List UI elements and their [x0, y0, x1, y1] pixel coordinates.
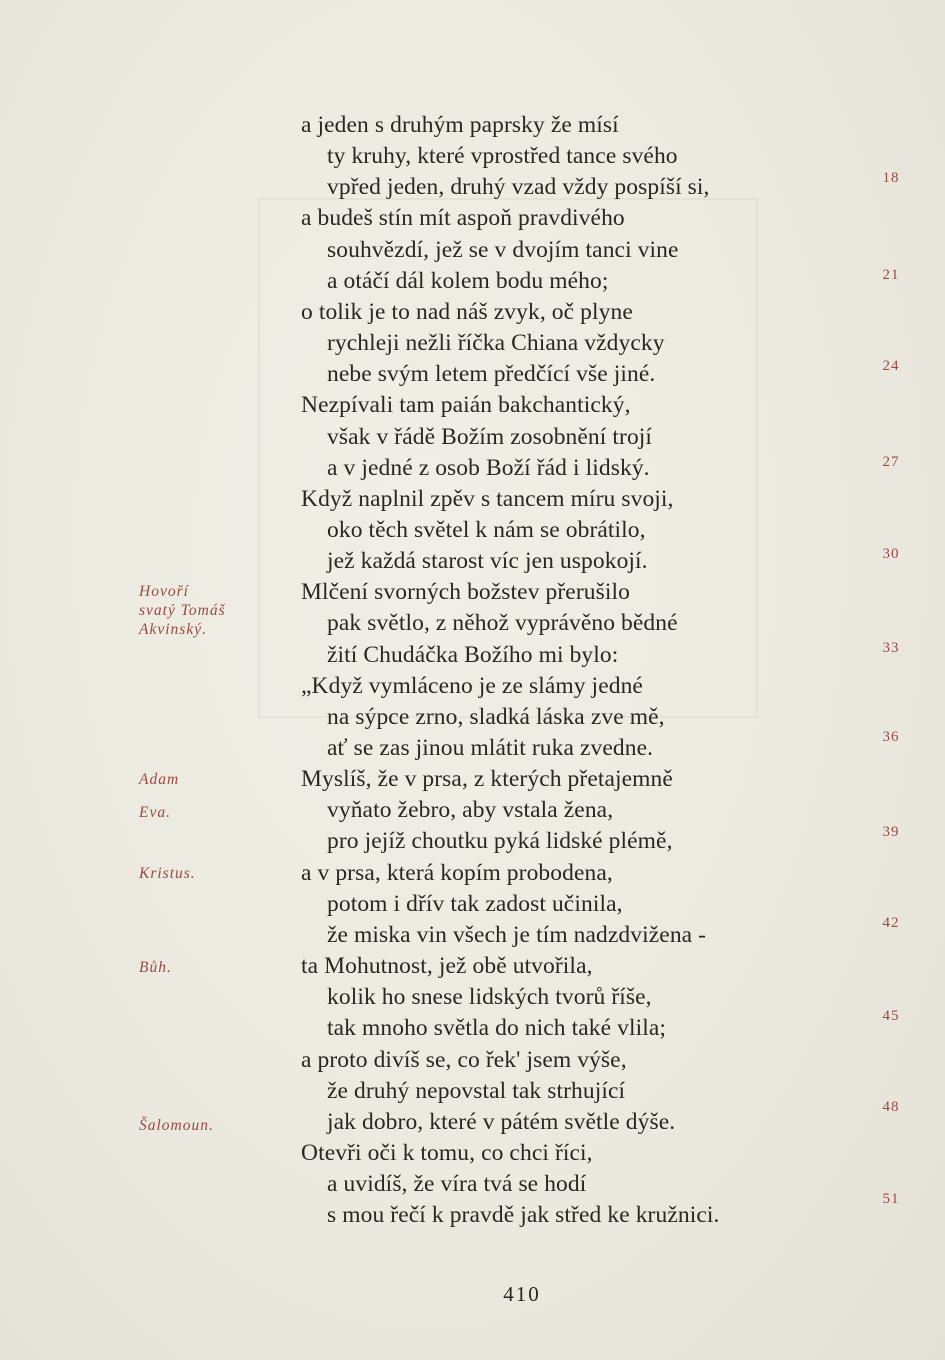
margin-note-line: Adam: [139, 771, 180, 788]
margin-note: [139, 958, 172, 977]
verse-line: a v prsa, která kopím probodena,: [301, 859, 613, 886]
verse-line: s mou řečí k pravdě jak střed ke kružnici.: [327, 1202, 720, 1229]
verse-line: ta Mohutnost, jež obě utvořila,: [301, 953, 593, 980]
verse-line: a proto divíš se, co řek' jsem výše,: [301, 1046, 627, 1073]
verse-line: o tolik je to nad náš zvyk, oč plyne: [301, 298, 633, 325]
verse-line: a uvidíš, že víra tvá se hodí: [327, 1171, 587, 1198]
verse-line: potom i dřív tak zadost učinila,: [327, 890, 623, 917]
line-number: 27: [882, 453, 900, 470]
verse-line: ty kruhy, které vprostřed tance svého: [327, 143, 678, 170]
margin-note-line: Akvinský.: [139, 621, 207, 638]
margin-note: [139, 770, 179, 789]
margin-note: [139, 864, 196, 883]
verse-line: rychleji nežli říčka Chiana vždycky: [327, 330, 665, 357]
verse-line: „Když vymláceno je ze slámy jedné: [301, 672, 643, 699]
margin-note-line: Eva.: [139, 804, 171, 821]
verse-line: na sýpce zrno, sladká láska zve mě,: [327, 703, 665, 730]
line-number: 36: [882, 729, 900, 745]
verse-line: a v jedné z osob Boží řád i lidský.: [327, 454, 650, 481]
line-number: 30: [882, 546, 900, 563]
margin-note-line: svatý Tomáš: [139, 602, 226, 619]
verse-line: jak dobro, které v pátém světle dýše.: [327, 1108, 676, 1135]
verse-line: a budeš stín mít aspoň pravdivého: [301, 205, 625, 232]
verse-line: kolik ho snese lidských tvorů říše,: [327, 984, 652, 1011]
line-number: 48: [882, 1098, 900, 1115]
verse-line: pro jejíž choutku pyká lidské plémě,: [327, 828, 673, 855]
verse-line: vyňato žebro, aby vstala žena,: [327, 797, 614, 824]
margin-note-line: Šalomoun.: [139, 1117, 214, 1134]
line-number: 33: [882, 639, 900, 656]
verse-line: Když naplnil zpěv s tancem míru svoji,: [301, 485, 674, 512]
verse-line: žití Chudáčka Božího mi bylo:: [327, 641, 619, 668]
page-number: 410: [503, 1282, 541, 1306]
verse-line: jež každá starost víc jen uspokojí.: [327, 548, 648, 575]
verse-line: a jeden s druhým paprsky že mísí: [301, 112, 619, 138]
margin-note: [139, 803, 171, 822]
line-number: 42: [882, 914, 900, 931]
margin-note: [139, 1116, 214, 1135]
verse-line: pak světlo, z něhož vyprávěno bědné: [327, 610, 678, 637]
line-number: 21: [882, 266, 900, 283]
verse-line: tak mnoho světla do nich také vlila;: [327, 1015, 667, 1042]
verse-line: souhvězdí, jež se v dvojím tanci vine: [327, 236, 679, 263]
verse-line: oko těch světel k nám se obrátilo,: [327, 516, 646, 543]
line-number: 39: [882, 824, 900, 841]
line-number: 51: [882, 1191, 900, 1208]
verse-line: Mlčení svorných božstev přerušilo: [301, 579, 630, 606]
margin-note-line: Hovoří: [139, 583, 189, 600]
margin-note-line: Bůh.: [139, 959, 172, 976]
verse-line: a otáčí dál kolem bodu mého;: [327, 267, 609, 294]
verse-line: však v řádě Božím zosobnění trojí: [327, 423, 653, 450]
line-number: 45: [882, 1008, 900, 1025]
verse-line: vpřed jeden, druhý vzad vždy pospíší si,: [327, 174, 710, 201]
verse-line: Otevři oči k tomu, co chci říci,: [301, 1139, 593, 1166]
line-number: 24: [882, 358, 900, 375]
verse-line: že miska vin všech je tím nadzdvižena -: [327, 921, 707, 948]
verse-line: Myslíš, že v prsa, z kterých přetajemně: [301, 766, 673, 793]
verse-line: že druhý nepovstal tak strhující: [327, 1077, 626, 1104]
line-number: 18: [882, 170, 900, 187]
margin-note: [139, 582, 226, 639]
verse-line: nebe svým letem předčící vše jiné.: [327, 361, 656, 388]
margin-note-line: Kristus.: [139, 865, 196, 882]
verse-line: ať se zas jinou mlátit ruka zvedne.: [327, 735, 654, 761]
verse-line: Nezpívali tam paián bakchantický,: [301, 392, 631, 419]
